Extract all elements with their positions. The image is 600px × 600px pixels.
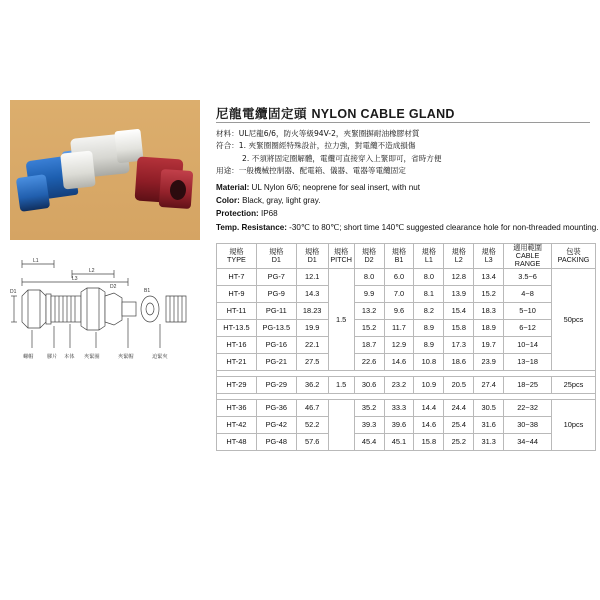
table-header-row <box>217 244 596 269</box>
th-l3: 規格 L3 <box>474 244 504 269</box>
table-row: HT-11 PG-11 18.23 13.2 9.6 8.2 15.4 18.3 5~10 <box>217 302 596 319</box>
th-d1b: 規格 D1 <box>296 244 328 269</box>
table-row: HT-9 PG-9 14.3 9.9 7.0 8.1 13.9 15.2 4~8 <box>217 285 596 302</box>
spec-en-color-label: Color: <box>216 196 240 206</box>
spec-table-wrap <box>216 243 596 451</box>
spec-en-material <box>216 181 598 194</box>
product-photo <box>10 100 200 240</box>
spec-cn-0: 材料：UL尼龍6/6，防火等級94V-2，夾緊圈摒耐油橡膠材質 <box>216 129 420 138</box>
spec-cn-3: 用途：一般機械控制器、配電箱、儀器、電器等電纜固定 <box>216 165 406 175</box>
table-row: HT-13.5 PG-13.5 19.9 15.2 11.7 8.9 15.8 18.9 6~12 <box>217 319 596 336</box>
dim-label-l1: L1 <box>33 258 39 264</box>
spec-en-color-value: Black, gray, light gray. <box>239 196 321 206</box>
spec-en-protection <box>216 207 598 220</box>
part-label-2: 本体 <box>64 354 75 360</box>
blue-gland-cap <box>16 174 50 212</box>
table-row: HT-42 PG-42 52.2 39.3 39.6 14.6 25.4 31.6 30~38 <box>217 416 596 433</box>
th-b1: 規格 B1 <box>384 244 414 269</box>
th-packing: 包裝 PACKING <box>552 244 596 269</box>
spec-en-material-value: UL Nylon 6/6; neoprene for seal insert, with nut <box>249 183 420 193</box>
table-row: HT-29 PG-29 36.2 1.5 30.6 23.2 10.9 20.5 27.4 18~25 25pcs <box>217 376 596 393</box>
spec-en-temp <box>216 221 598 234</box>
table-row: HT-16 PG-16 22.1 18.7 12.9 8.9 17.3 19.7 10~14 <box>217 336 596 353</box>
title-divider <box>216 122 590 123</box>
part-label-4: 夾緊帽 <box>118 354 134 360</box>
pitch-cell-group2: 1.5 <box>328 376 354 393</box>
spec-en-color <box>216 194 598 207</box>
specifications <box>216 128 598 234</box>
pitch-cell-group1: 1.5 <box>328 268 354 370</box>
th-d1a: 規格 D1 <box>256 244 296 269</box>
spec-cn-2: 2. 不須將固定圈解體，電纜可直接穿入上緊即可，省時方便 <box>242 153 442 163</box>
th-type: 規格 TYPE <box>217 244 257 269</box>
table-row: HT-7 PG-7 12.1 1.5 8.0 6.0 8.0 12.8 13.4 3.5~6 50pcs <box>217 268 596 285</box>
title-en: NYLON CABLE GLAND <box>311 107 455 121</box>
table-row: HT-21 PG-21 27.5 22.6 14.6 10.8 18.6 23.9 13~18 <box>217 353 596 370</box>
pitch-cell-group3 <box>328 399 354 450</box>
dim-label-d1: D1 <box>10 289 17 295</box>
spec-en-protection-value: IP68 <box>258 209 278 219</box>
spec-en-temp-value: -30℃ to 80℃; short time 140℃ suggested clearance hole for non-threaded mounting. <box>286 222 599 232</box>
th-pitch: 規格 PITCH <box>328 244 354 269</box>
spec-en-material-label: Material: <box>216 183 250 193</box>
part-label-5: 迫緊夾 <box>152 354 168 360</box>
part-label-3: 夾緊圈 <box>84 354 100 360</box>
table-row: HT-36 PG-36 46.7 35.2 33.3 14.4 24.4 30.5 22~32 10pcs <box>217 399 596 416</box>
dim-label-l2: L2 <box>89 268 95 274</box>
part-label-1: 膠片 <box>47 354 58 360</box>
th-cable-range: 適用範圍 CABLE RANGE <box>504 244 552 269</box>
technical-drawing <box>10 248 200 378</box>
title-cn: 尼龍電纜固定頭 <box>216 106 308 121</box>
spec-en-temp-label: Temp. Resistance: <box>216 222 287 232</box>
part-label-0: 螺帽 <box>23 354 34 360</box>
packing-cell-group2: 25pcs <box>552 376 596 393</box>
spec-table <box>216 243 596 451</box>
table-row: HT-48 PG-48 57.6 45.4 45.1 15.8 25.2 31.3 34~44 <box>217 433 596 450</box>
packing-cell-group3: 10pcs <box>552 399 596 450</box>
page-title <box>216 104 590 123</box>
dim-label-b1: B1 <box>144 288 151 294</box>
spec-cn-1: 符合：1. 夾緊圈圈經特殊設計，拉力強，對電纜不造成損傷 <box>216 141 416 151</box>
dim-label-l3: L3 <box>72 276 78 282</box>
spec-en-protection-label: Protection: <box>216 209 259 219</box>
th-d2: 規格 D2 <box>354 244 384 269</box>
th-l2: 規格 L2 <box>444 244 474 269</box>
dim-label-d2: D2 <box>110 284 117 290</box>
th-l1: 規格 L1 <box>414 244 444 269</box>
packing-cell-group1: 50pcs <box>552 268 596 370</box>
gray-gland-cap <box>60 150 96 189</box>
